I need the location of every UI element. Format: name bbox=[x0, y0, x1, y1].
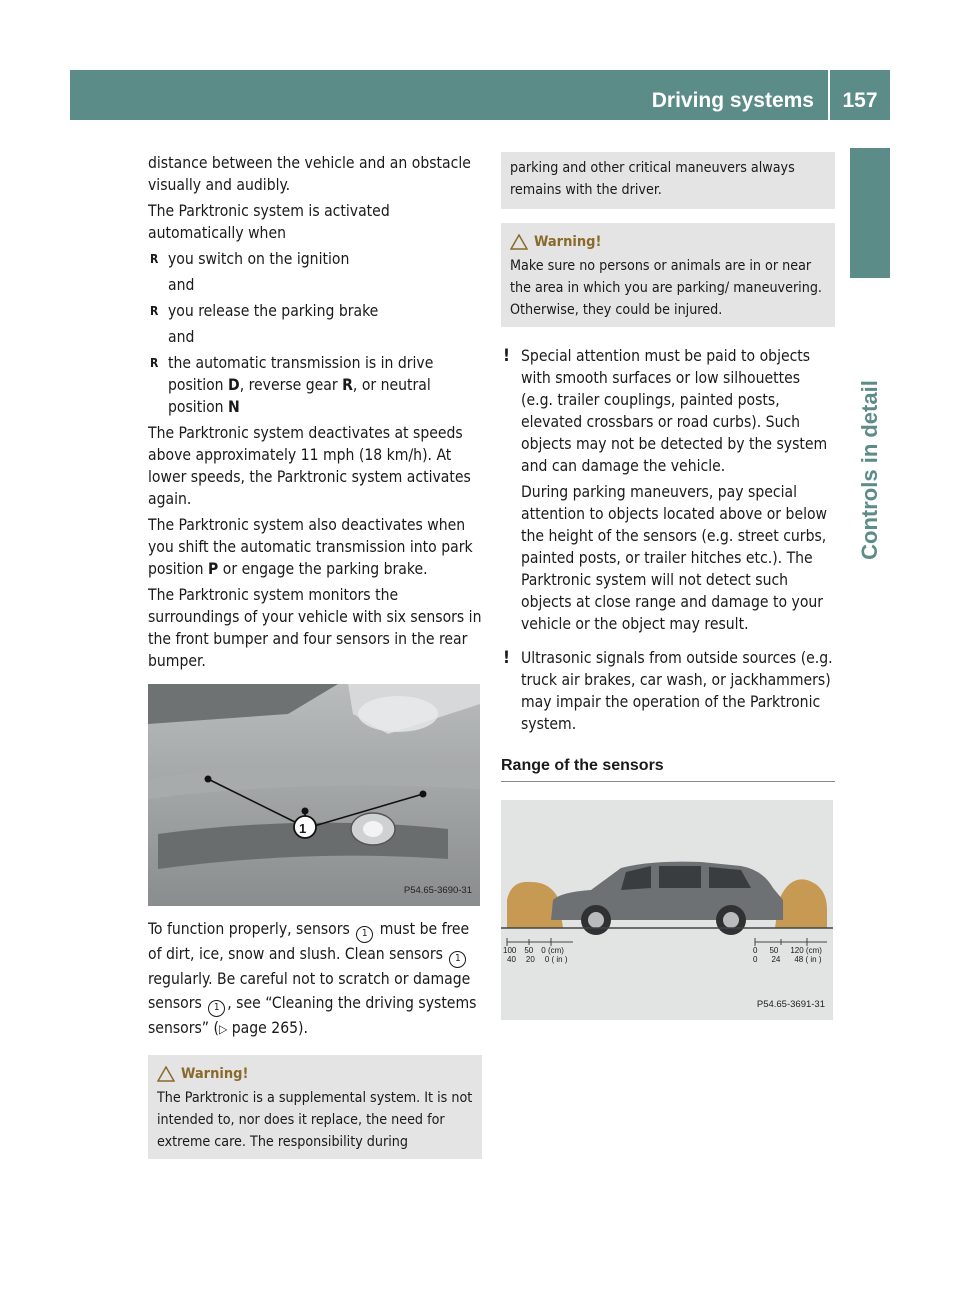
bullet-icon: R bbox=[150, 252, 159, 266]
notice-icon: ! bbox=[503, 648, 510, 668]
notice bbox=[501, 647, 835, 735]
list-item: R you release the parking brake bbox=[150, 302, 379, 320]
notice-icon: ! bbox=[503, 346, 510, 366]
chapter-tab bbox=[850, 148, 890, 278]
warning-box-continued bbox=[501, 152, 835, 209]
chapter-label: Controls in detail bbox=[857, 380, 882, 560]
sensor-range-illustration bbox=[501, 800, 833, 1020]
left-scale-in: 40 20 0 ( in ) bbox=[507, 955, 568, 964]
sensor-range-image bbox=[501, 800, 833, 1020]
warning-text: The Parktronic is a supplemental system. It is not intended to, nor does it replace, the need for extreme care. The responsibility during bbox=[157, 1090, 473, 1151]
front-bumper-illustration bbox=[148, 684, 480, 906]
image-reference: P54.65-3691-31 bbox=[756, 999, 825, 1010]
right-scale-in: 0 24 48 ( in ) bbox=[753, 955, 822, 964]
warning-heading: Warning! bbox=[157, 1063, 473, 1085]
page-number: 157 bbox=[842, 89, 878, 112]
list-item: R the automatic transmission is in drive position D, reverse gear R, or neutral position N bbox=[150, 354, 434, 416]
warning-text: Make sure no persons or animals are in or near the area in which you are parking/ maneuvering. Otherwise, they could be injured. bbox=[510, 258, 822, 318]
front-bumper-image bbox=[148, 684, 480, 906]
warning-triangle-icon bbox=[157, 1066, 175, 1082]
image-callout-label: 1 bbox=[299, 821, 307, 836]
page-arrow-icon: ▷ bbox=[219, 1021, 228, 1036]
paragraph: The Parktronic system monitors the surroundings of your vehicle with six sensors in the front bumper and four sensors in the rear bumper. bbox=[148, 586, 482, 670]
callout-icon: 1 bbox=[356, 926, 373, 943]
left-scale-cm: 100 50 0 (cm) bbox=[503, 946, 564, 955]
paragraph: Ultrasonic signals from outside sources (e.g. truck air brakes, car wash, or jackhammers) may impair the operation of the Parktronic system. bbox=[521, 649, 833, 733]
paragraph: To function properly, sensors 1 must be free of dirt, ice, snow and slush. Clean sensors 1 regularly. Be careful not to scratch or damage sensors 1 , see “Cleaning the driving systems sensors” (▷ page 265). bbox=[148, 920, 477, 1037]
paragraph: During parking maneuvers, pay special attention to objects located above or below the height of the sensors (e.g. street curbs, painted posts, or trailer hitches etc.). The Parktronic system will not detect such objects at close range and damage to your vehicle or the object may result. bbox=[521, 483, 828, 633]
callout-icon: 1 bbox=[449, 951, 466, 968]
page-header bbox=[70, 70, 890, 120]
warning-box bbox=[501, 223, 835, 327]
bullet-icon: R bbox=[150, 304, 159, 318]
paragraph: The Parktronic system also deactivates when you shift the automatic transmission into park position P or engage the parking brake. bbox=[148, 516, 473, 578]
warning-heading: Warning! bbox=[510, 231, 826, 253]
list-item: R you switch on the ignition bbox=[150, 250, 350, 268]
right-column bbox=[501, 152, 835, 1020]
notice bbox=[501, 345, 835, 635]
conjunction: and bbox=[168, 328, 195, 346]
conjunction: and bbox=[168, 276, 195, 294]
paragraph: The Parktronic system deactivates at speeds above approximately 11 mph (18 km/h). At lower speeds, the Parktronic system activates again. bbox=[148, 424, 471, 508]
warning-triangle-icon bbox=[510, 234, 528, 250]
image-reference: P54.65-3690-31 bbox=[403, 885, 472, 896]
left-column bbox=[148, 152, 482, 1159]
bullet-icon: R bbox=[150, 356, 159, 370]
right-scale-cm: 0 50 120 (cm) bbox=[753, 946, 822, 955]
section-heading: Range of the sensors bbox=[501, 755, 835, 782]
paragraph: The Parktronic system is activated automatically when bbox=[148, 202, 390, 242]
section-title-header: Driving systems bbox=[651, 89, 814, 112]
callout-icon: 1 bbox=[208, 1000, 225, 1017]
warning-text: parking and other critical maneuvers always remains with the driver. bbox=[510, 160, 795, 198]
paragraph: distance between the vehicle and an obstacle visually and audibly. bbox=[148, 154, 471, 194]
paragraph: Special attention must be paid to objects with smooth surfaces or low silhouettes (e.g. trailer couplings, painted posts, elevated crossbars or road curbs). Such objects may not be detected by the system and can damage the vehicle. bbox=[521, 347, 828, 475]
warning-box bbox=[148, 1055, 482, 1159]
